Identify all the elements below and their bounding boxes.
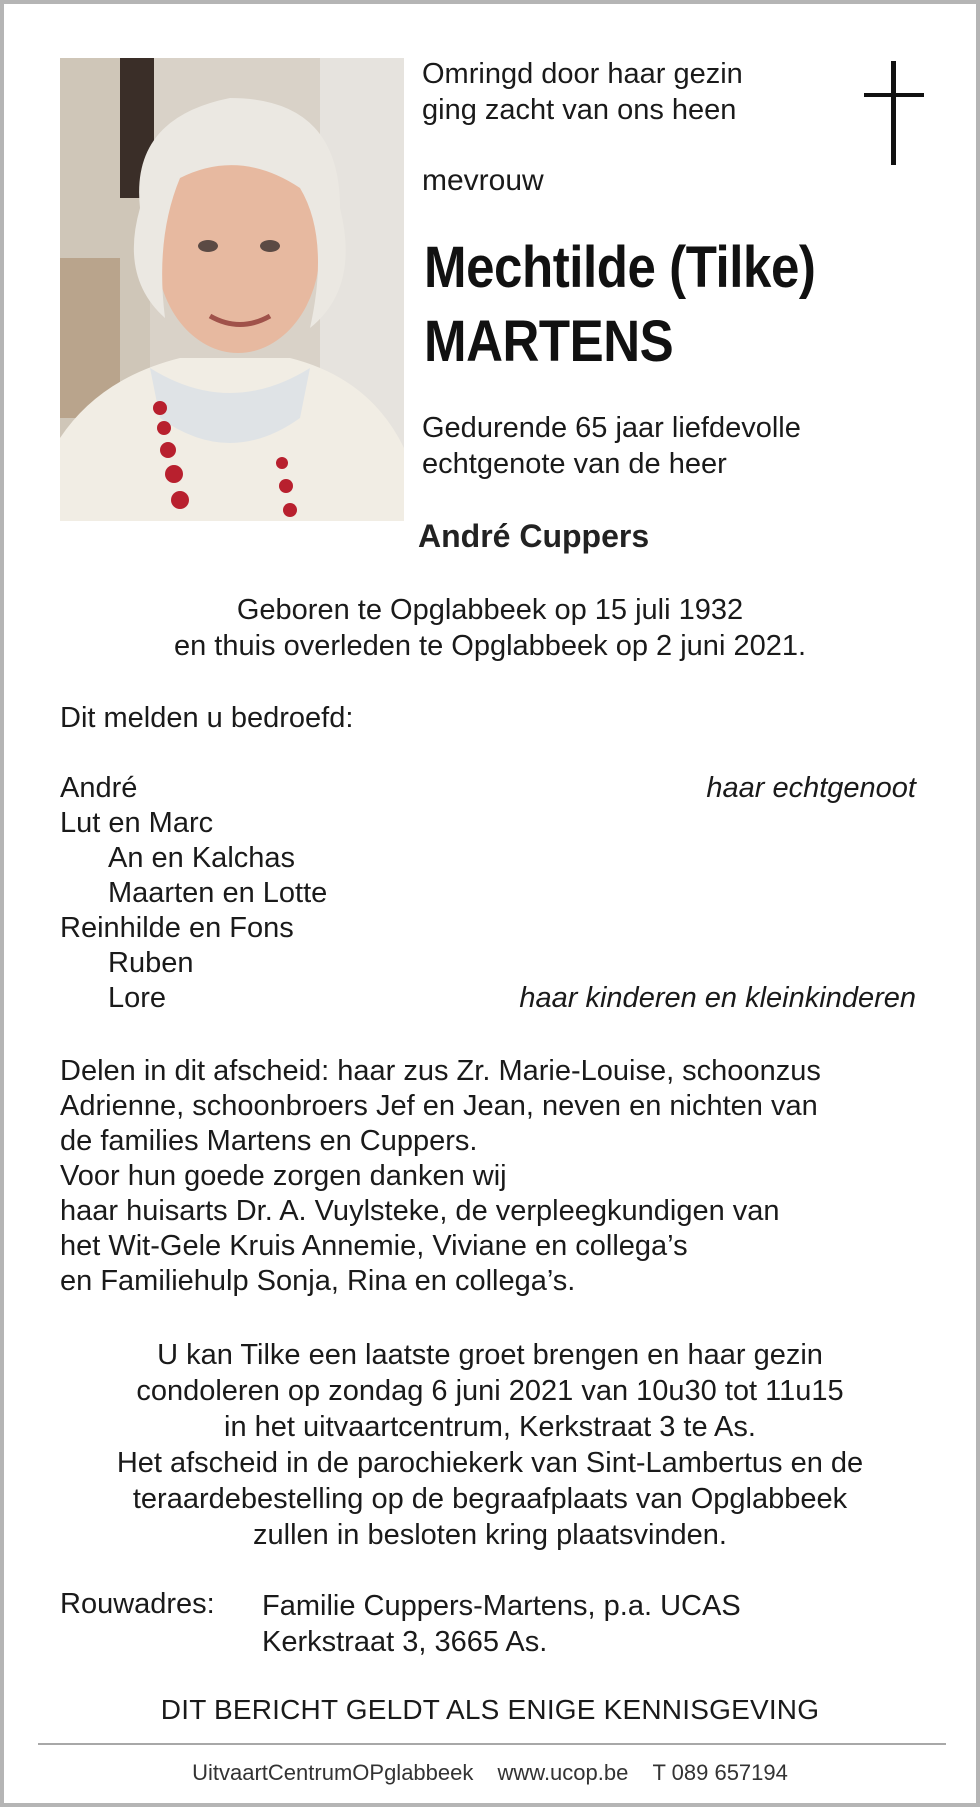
- deceased-name: [424, 231, 815, 379]
- family-row: [60, 946, 916, 981]
- visit-paragraph: [4, 1337, 976, 1553]
- share-line: Adrienne, schoonbroers Jef en Jean, neven en nichten van: [60, 1090, 818, 1122]
- family-name: Lut en Marc: [60, 807, 214, 839]
- intro-line-1: Omringd door haar gezin: [422, 58, 743, 90]
- portrait-photo: [60, 58, 404, 521]
- spouse-intro-line-1: Gedurende 65 jaar liefdevolle: [422, 412, 801, 444]
- footer-divider: [38, 1743, 946, 1745]
- footer: [4, 1760, 976, 1786]
- share-line: het Wit-Gele Kruis Annemie, Viviane en collega’s: [60, 1230, 688, 1262]
- family-name: Reinhilde en Fons: [60, 912, 294, 944]
- address-line-1: Familie Cuppers-Martens, p.a. UCAS: [262, 1590, 741, 1622]
- share-paragraph: [60, 1054, 821, 1299]
- address-label: Rouwadres:: [60, 1588, 215, 1620]
- intro-text: [422, 56, 743, 128]
- family-name: Lore: [108, 982, 167, 1014]
- spouse-name: André Cuppers: [418, 518, 650, 554]
- announce-text: Dit melden u bedroefd:: [60, 702, 354, 734]
- family-row: [60, 981, 916, 1016]
- family-relation: haar kinderen en kleinkinderen: [519, 982, 916, 1014]
- family-row: [60, 841, 916, 876]
- name-line-2: MARTENS: [424, 309, 674, 374]
- visit-line: condoleren op zondag 6 juni 2021 van 10u30 tot 11u15: [136, 1375, 844, 1407]
- family-row: [60, 911, 916, 946]
- footer-company: UitvaartCentrumOPglabbeek: [192, 1760, 474, 1785]
- dates-line-2: en thuis overleden te Opglabbeek op 2 juni 2021.: [173, 630, 807, 662]
- intro-line-2: ging zacht van ons heen: [422, 94, 737, 126]
- title-text: mevrouw: [422, 164, 544, 197]
- family-row: [60, 806, 916, 841]
- share-line: Voor hun goede zorgen danken wij: [60, 1160, 507, 1192]
- visit-line: teraardebestelling op de begraafplaats van Opglabbeek: [132, 1483, 848, 1515]
- footer-website[interactable]: www.ucop.be: [497, 1760, 629, 1785]
- cross-icon: [864, 61, 924, 165]
- family-name: Maarten en Lotte: [108, 877, 328, 909]
- name-line-1: Mechtilde (Tilke): [424, 235, 816, 300]
- dates-line-1: Geboren te Opglabbeek op 15 juli 1932: [236, 594, 744, 626]
- family-list: [60, 771, 916, 1016]
- family-row: [60, 876, 916, 911]
- visit-line: Het afscheid in de parochiekerk van Sint-Lambertus en de: [116, 1447, 864, 1479]
- family-name: André: [60, 772, 138, 804]
- spouse-intro-line-2: echtgenote van de heer: [422, 448, 727, 480]
- family-relation: haar echtgenoot: [706, 772, 916, 804]
- spouse-intro: [422, 410, 801, 482]
- share-line: en Familiehulp Sonja, Rina en collega’s.: [60, 1265, 576, 1297]
- address-block: [262, 1588, 741, 1660]
- address-line-2: Kerkstraat 3, 3665 As.: [262, 1626, 548, 1658]
- visit-line: U kan Tilke een laatste groet brengen en haar gezin: [157, 1339, 823, 1371]
- notice-text: DIT BERICHT GELDT ALS ENIGE KENNISGEVING: [160, 1694, 820, 1725]
- birth-death-dates: [4, 592, 976, 664]
- share-line: haar huisarts Dr. A. Vuylsteke, de verpleegkundigen van: [60, 1195, 780, 1227]
- family-name: Ruben: [108, 947, 194, 979]
- visit-line: in het uitvaartcentrum, Kerkstraat 3 te As.: [224, 1411, 756, 1443]
- share-line: Delen in dit afscheid: haar zus Zr. Marie-Louise, schoonzus: [60, 1055, 821, 1087]
- family-name: An en Kalchas: [108, 842, 296, 874]
- share-line: de families Martens en Cuppers.: [60, 1125, 478, 1157]
- visit-line: zullen in besloten kring plaatsvinden.: [253, 1519, 727, 1551]
- family-row: [60, 771, 916, 806]
- footer-phone: T 089 657194: [652, 1760, 788, 1785]
